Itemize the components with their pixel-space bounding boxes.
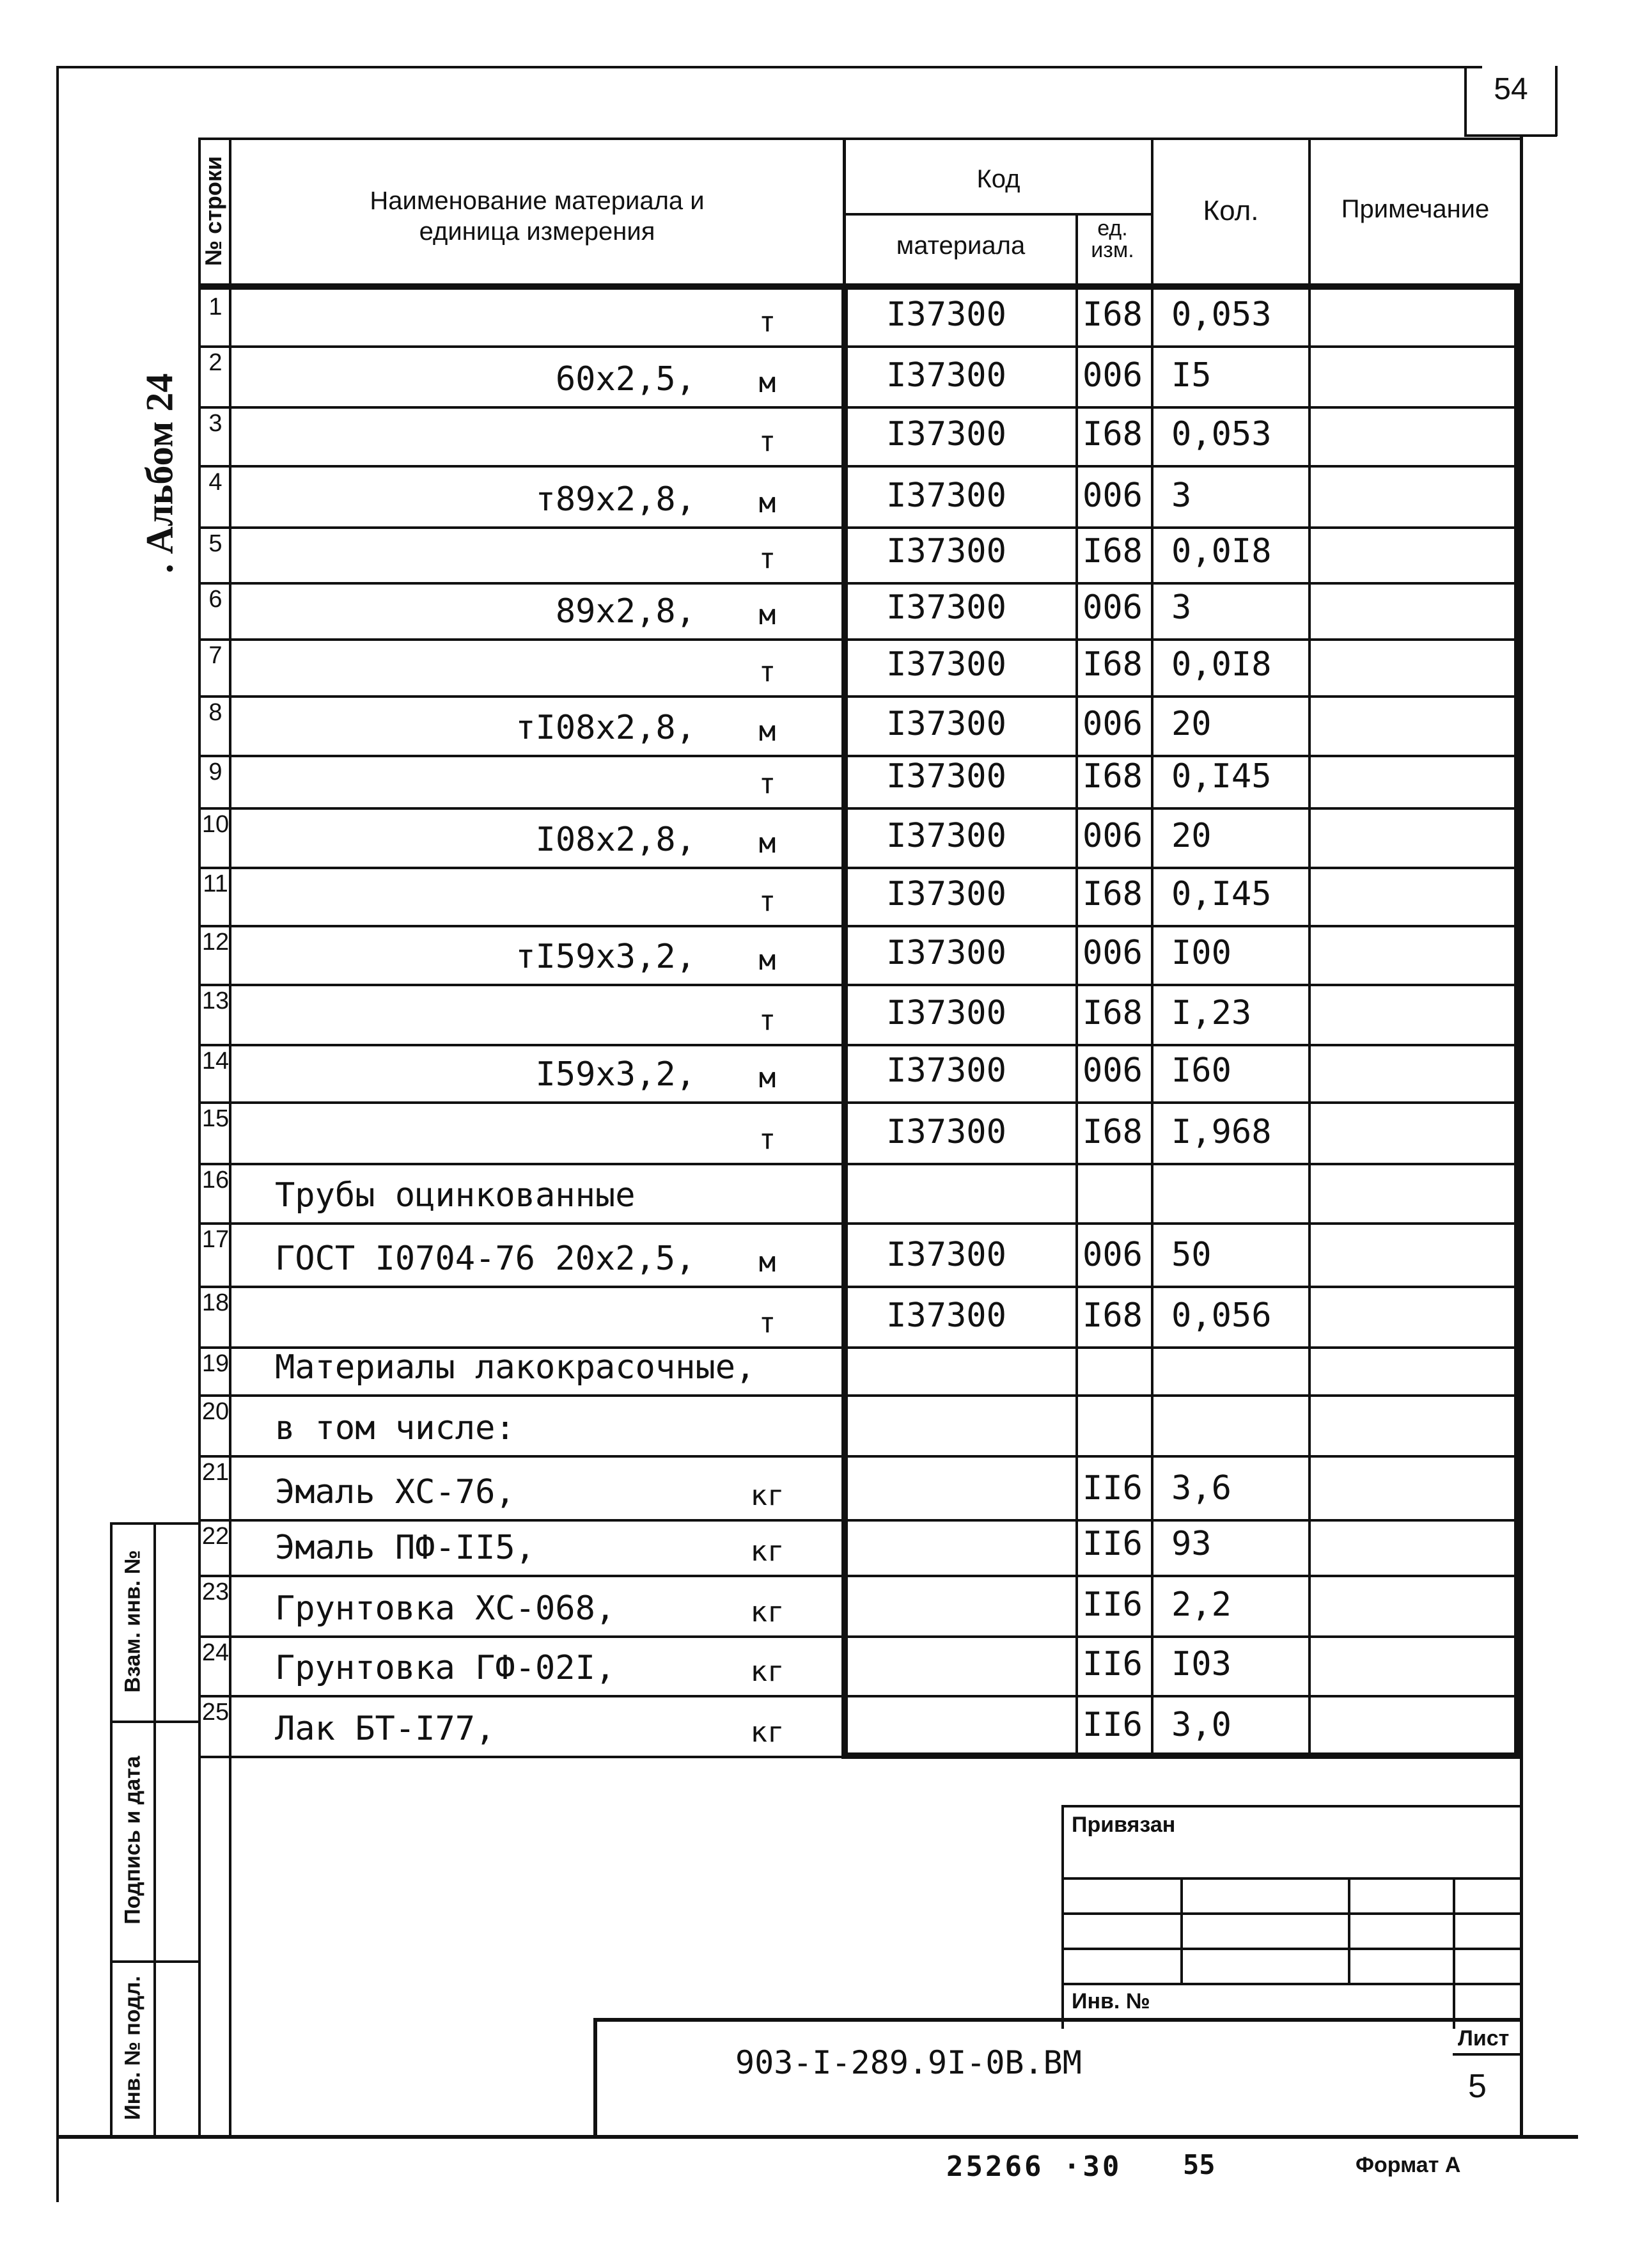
material-name: Лак БТ-I77, (275, 1710, 496, 1748)
unit-code: 006 (1083, 934, 1143, 972)
unit-code: 006 (1083, 1051, 1143, 1090)
quantity: 0,0I8 (1171, 645, 1272, 684)
unit: кг (750, 1596, 785, 1628)
row-number: 6 (208, 586, 223, 613)
quantity: 3 (1171, 476, 1192, 515)
row-number: 15 (201, 1105, 230, 1132)
unit-code: I68 (1083, 645, 1143, 684)
row-number: 5 (208, 530, 223, 557)
unit: т (758, 542, 776, 575)
row-number: 12 (201, 929, 230, 956)
material-name: Трубы оцинкованные (275, 1176, 636, 1215)
quantity: 20 (1171, 705, 1212, 743)
row-number: 17 (201, 1226, 230, 1253)
outer-frame-top (56, 66, 1482, 68)
quantity: I5 (1171, 356, 1212, 395)
unit: м (758, 599, 776, 631)
quantity: 20 (1171, 817, 1212, 855)
material-code: I37300 (886, 588, 1006, 627)
quantity: 3,0 (1171, 1706, 1231, 1744)
row-separator (198, 807, 1523, 810)
material-size: 60x2,5, (555, 360, 696, 398)
material-size: 89x2,8, (555, 592, 696, 631)
material-size: тI08x2,8, (515, 709, 696, 747)
material-code: I37300 (886, 295, 1006, 334)
row-separator (198, 1756, 1523, 1758)
unit: т (758, 1004, 776, 1037)
row-separator (198, 1044, 1523, 1046)
unit: т (758, 425, 776, 458)
material-name: в том числе: (275, 1409, 515, 1447)
unit-code: II6 (1083, 1706, 1143, 1744)
unit-code: II6 (1083, 1645, 1143, 1683)
stamp-inv-replace: Взам. инв. № (120, 1550, 145, 1693)
row-number: 11 (203, 870, 228, 897)
unit-code: I68 (1083, 875, 1143, 913)
header-bottom-rule (198, 283, 1523, 290)
row-separator (198, 984, 1523, 986)
unit: м (758, 827, 776, 860)
quantity: 0,I45 (1171, 757, 1272, 796)
quantity: I00 (1171, 934, 1231, 972)
row-separator (198, 1163, 1523, 1165)
row-separator (198, 526, 1523, 529)
stamp-signature-date: Подпись и дата (120, 1756, 145, 1925)
row-number: 4 (208, 469, 223, 496)
unit-code: I68 (1083, 994, 1143, 1032)
row-number: 19 (201, 1350, 230, 1377)
unit: кг (750, 1655, 785, 1688)
row-number: 2 (208, 349, 223, 376)
row-separator (198, 1575, 1523, 1577)
row-number: 9 (208, 759, 223, 785)
unit: т (758, 1123, 776, 1156)
unit-code: 006 (1083, 588, 1143, 627)
unit: кг (750, 1479, 785, 1512)
stamp-inv-original: Инв. № подл. (120, 1976, 145, 2120)
row-separator (198, 1455, 1523, 1458)
unit-code: I68 (1083, 1113, 1143, 1151)
material-size: I08x2,8, (535, 821, 696, 859)
bound-label: Привязан (1072, 1813, 1176, 1837)
material-name: Материалы лакокрасочные, (275, 1348, 756, 1387)
album-label: . Альбом 24 (138, 373, 181, 574)
row-separator (198, 345, 1523, 348)
material-name: Грунтовка ХС-068, (275, 1589, 616, 1628)
inv-label: Инв. № (1072, 1989, 1150, 2013)
unit: т (758, 885, 776, 918)
row-number: 1 (208, 294, 223, 320)
unit: кг (750, 1716, 785, 1749)
document-code: 903-I-289.9I-0В.ВМ (735, 2044, 1082, 2081)
quantity: 3 (1171, 588, 1192, 627)
material-code: I37300 (886, 817, 1006, 855)
row-separator (198, 638, 1523, 641)
unit-code: 006 (1083, 705, 1143, 743)
row-separator (198, 1635, 1523, 1638)
material-name: Эмаль ПФ-II5, (275, 1529, 535, 1567)
page-number: 54 (1494, 72, 1528, 106)
page-reference: 55 (1183, 2149, 1216, 2180)
row-separator (198, 1222, 1523, 1225)
header-code: Код (976, 165, 1020, 193)
row-separator (198, 925, 1523, 927)
material-code: I37300 (886, 356, 1006, 395)
unit: м (758, 944, 776, 977)
row-number: 20 (201, 1398, 230, 1425)
quantity: 3,6 (1171, 1469, 1231, 1508)
material-code: I37300 (886, 705, 1006, 743)
quantity: I03 (1171, 1645, 1231, 1683)
material-code: I37300 (886, 1051, 1006, 1090)
unit-code: II6 (1083, 1469, 1143, 1508)
row-separator (198, 695, 1523, 698)
material-code: I37300 (886, 476, 1006, 515)
row-number: 8 (208, 699, 223, 726)
quantity: 93 (1171, 1525, 1212, 1563)
unit: м (758, 487, 776, 519)
unit: кг (750, 1535, 785, 1568)
header-top-rule (198, 138, 1523, 140)
row-number: 25 (201, 1699, 230, 1726)
sheet-label: Лист (1458, 2026, 1510, 2051)
unit: т (758, 1307, 776, 1339)
unit-code: II6 (1083, 1586, 1143, 1624)
quantity: 50 (1171, 1236, 1212, 1274)
material-size: т89x2,8, (535, 480, 696, 519)
unit-code: 006 (1083, 817, 1143, 855)
order-number: 25266 ·30 (946, 2150, 1122, 2183)
material-code: I37300 (886, 875, 1006, 913)
unit-code: II6 (1083, 1525, 1143, 1563)
outer-frame-left (56, 66, 59, 2202)
unit: м (758, 366, 776, 399)
row-number: 16 (201, 1167, 230, 1193)
row-separator (198, 1394, 1523, 1397)
header-code-material: материала (896, 232, 1026, 260)
unit-code: I68 (1083, 415, 1143, 453)
quantity: I60 (1171, 1051, 1231, 1090)
unit: т (758, 768, 776, 800)
material-name: Грунтовка ГФ-02I, (275, 1649, 616, 1687)
row-number: 23 (201, 1579, 230, 1605)
unit: т (758, 306, 776, 338)
row-separator (198, 1286, 1523, 1288)
sheet-number: 5 (1468, 2068, 1487, 2105)
row-separator (198, 1519, 1523, 1522)
material-name: Эмаль ХС-76, (275, 1473, 515, 1511)
unit-code: I68 (1083, 532, 1143, 571)
header-name-line1: Наименование материала и (370, 187, 705, 215)
format-label: Формат А (1356, 2153, 1461, 2177)
unit-code: 006 (1083, 356, 1143, 395)
row-number: 14 (201, 1048, 230, 1075)
material-code: I37300 (886, 994, 1006, 1032)
unit: м (758, 715, 776, 748)
material-code: I37300 (886, 757, 1006, 796)
quantity: 0,I45 (1171, 875, 1272, 913)
quantity: 2,2 (1171, 1586, 1231, 1624)
unit-code: I68 (1083, 295, 1143, 334)
material-size: I59x3,2, (535, 1055, 696, 1094)
row-separator (198, 867, 1523, 869)
material-code: I37300 (886, 934, 1006, 972)
row-separator (198, 465, 1523, 468)
material-size: тI59x3,2, (515, 938, 696, 976)
unit: т (758, 656, 776, 688)
material-code: I37300 (886, 532, 1006, 571)
row-separator (198, 406, 1523, 409)
unit-code: I68 (1083, 757, 1143, 796)
material-code: I37300 (886, 1236, 1006, 1274)
row-number: 22 (201, 1523, 230, 1550)
quantity: 0,0I8 (1171, 532, 1272, 571)
row-number: 13 (201, 988, 230, 1014)
unit: м (758, 1062, 776, 1094)
quantity: I,968 (1171, 1113, 1272, 1151)
header-code-unit: ед. изм. (1091, 216, 1134, 262)
unit-code: I68 (1083, 1296, 1143, 1335)
row-number: 21 (201, 1459, 230, 1486)
unit-code: 006 (1083, 476, 1143, 515)
quantity: 0,053 (1171, 295, 1272, 334)
header-name-line2: единица измерения (419, 217, 655, 246)
header-quantity: Кол. (1203, 195, 1259, 226)
row-number: 3 (208, 410, 223, 437)
row-number: 24 (201, 1639, 230, 1666)
row-number: 18 (201, 1289, 230, 1316)
quantity: 0,056 (1171, 1296, 1272, 1335)
quantity: I,23 (1171, 994, 1252, 1032)
row-separator (198, 1695, 1523, 1697)
material-code: I37300 (886, 415, 1006, 453)
bottom-frame-rule (56, 2135, 1578, 2139)
unit-code: 006 (1083, 1236, 1143, 1274)
header-note: Примечание (1341, 195, 1490, 223)
material-code: I37300 (886, 645, 1006, 684)
material-code: I37300 (886, 1296, 1006, 1335)
header-row-number: № строки (200, 156, 226, 266)
material-code: I37300 (886, 1113, 1006, 1151)
row-number: 7 (208, 642, 223, 669)
quantity: 0,053 (1171, 415, 1272, 453)
unit: м (758, 1246, 776, 1279)
row-separator (198, 1101, 1523, 1104)
row-number: 10 (201, 811, 230, 838)
row-separator (198, 582, 1523, 585)
material-name: ГОСТ I0704-76 20x2,5, (275, 1240, 696, 1278)
